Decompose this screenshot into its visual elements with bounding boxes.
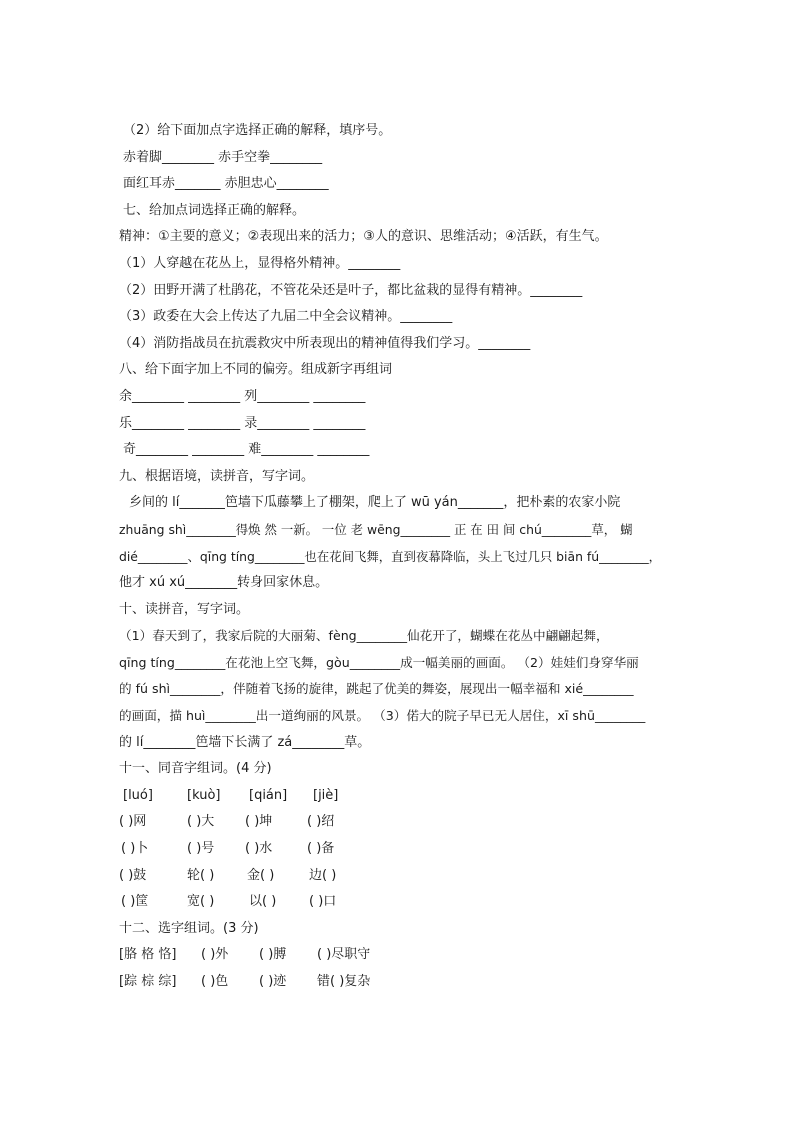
table-row	[119, 836, 689, 863]
table-cell: ( )外	[201, 947, 229, 963]
table-cell: ( )膊	[259, 947, 287, 963]
table-cell: ( )绍	[307, 814, 335, 830]
text-line: （1）春天到了，我家后院的大丽菊、fèng________仙花开了，蝴蝶在花丛中翩翩起舞，	[119, 628, 609, 644]
section-heading: 十一、同音字组词。(4 分)	[119, 761, 272, 777]
table-cell: ( )备	[307, 841, 335, 857]
table-cell: ( )色	[201, 974, 229, 989]
text-line: 乡间的 lí_______笆墙下瓜藤攀上了棚架，爬上了 wū yán_______，把朴素的农家小院	[129, 495, 621, 511]
text-line: （2）给下面加点字选择正确的解释，填序号。	[123, 123, 392, 138]
pinyin-head: [kuò]	[187, 787, 221, 803]
choice-group: [踪 棕 综]	[119, 974, 177, 989]
section-heading: 十、读拼音，写字词。	[119, 601, 250, 617]
text-line: dié________、qīng tíng________也在花间飞舞，直到夜幕降临，头上飞过几只 biān fú________，	[119, 548, 662, 564]
pinyin-head: [luó]	[123, 787, 153, 803]
table-cell: 轮( )	[187, 867, 215, 883]
table-cell: 错( )复杂	[317, 974, 371, 989]
table-row	[119, 969, 689, 996]
text-line: 乐________ ________ 录________ ________	[119, 415, 366, 431]
table-cell: ( )坤	[245, 814, 273, 830]
text-line: 的 fú shì________，伴随着飞扬的旋律，跳起了优美的舞姿，展现出一幅幸福和 xié________	[119, 681, 634, 697]
text-line: （3）政委在大会上传达了九届二中全会议精神。________	[119, 309, 453, 325]
text-line: 面红耳赤_______ 赤胆忠心________	[123, 176, 329, 192]
table-cell: 以( )	[249, 894, 277, 910]
table-cell: 金( )	[247, 867, 275, 883]
table-row	[119, 863, 689, 890]
choice-group: [胳 格 恪]	[119, 947, 177, 963]
pinyin-head: [qián]	[249, 787, 288, 803]
section-heading: 七、给加点词选择正确的解释。	[123, 202, 306, 218]
text-line: （1）人穿越在花丛上，显得格外精神。________	[119, 255, 401, 271]
section-heading: 八、给下面字加上不同的偏旁。组成新字再组词	[119, 362, 393, 378]
text-line: 奇________ ________ 难________ ________	[123, 442, 370, 458]
table-row	[119, 942, 689, 969]
section-heading: 九、根据语境，读拼音，写字词。	[119, 468, 315, 484]
table-cell: ( )水	[245, 841, 273, 857]
worksheet-page	[119, 118, 689, 996]
text-line: 精神：①主要的意义；②表现出来的活力；③人的意识、思维活动；④活跃，有生气。	[119, 229, 608, 245]
table-cell: ( )号	[187, 841, 215, 857]
table-cell: ( )卜	[121, 841, 149, 857]
section-heading: 十二、选字组词。(3 分)	[119, 920, 259, 936]
table-cell: ( )尽职守	[317, 947, 371, 963]
table-cell: ( )大	[187, 814, 215, 830]
text-line: 的 lí________笆墙下长满了 zá________草。	[119, 734, 371, 750]
text-line: 余________ ________ 列________ ________	[119, 388, 366, 404]
table-cell: ( )筐	[121, 894, 149, 910]
text-line: qīng tíng________在花池上空飞舞，gòu________成一幅美丽的画面。 （2）娃娃们身穿华丽	[119, 654, 639, 670]
text-line: zhuāng shì________得焕 然 一新。 一位 老 wēng________ 正 在 田 间 chú________草， 蝴	[119, 521, 633, 537]
table-cell: 宽( )	[187, 894, 215, 910]
text-line: 的画面，描 huì________出一道绚丽的风景。 （3）偌大的院子早已无人居住，xī shū________	[119, 708, 646, 724]
text-line: 赤着脚________ 赤手空拳________	[123, 149, 323, 165]
text-line: （4）消防指战员在抗震救灾中所表现出的精神值得我们学习。________	[119, 335, 531, 351]
table-cell: ( )迹	[259, 974, 287, 989]
table-cell: ( )口	[309, 894, 337, 910]
table-row	[119, 809, 689, 836]
table-cell: ( )鼓	[119, 867, 147, 883]
table-row	[119, 889, 689, 916]
text-line: （2）田野开满了杜鹃花，不管花朵还是叶子，都比盆栽的显得有精神。________	[119, 282, 583, 298]
pinyin-header-row	[119, 783, 689, 810]
table-cell: 边( )	[309, 867, 337, 883]
text-line: 他才 xú xú________转身回家休息。	[119, 575, 329, 591]
table-cell: ( )网	[119, 814, 147, 830]
pinyin-head: [jiè]	[313, 787, 339, 803]
